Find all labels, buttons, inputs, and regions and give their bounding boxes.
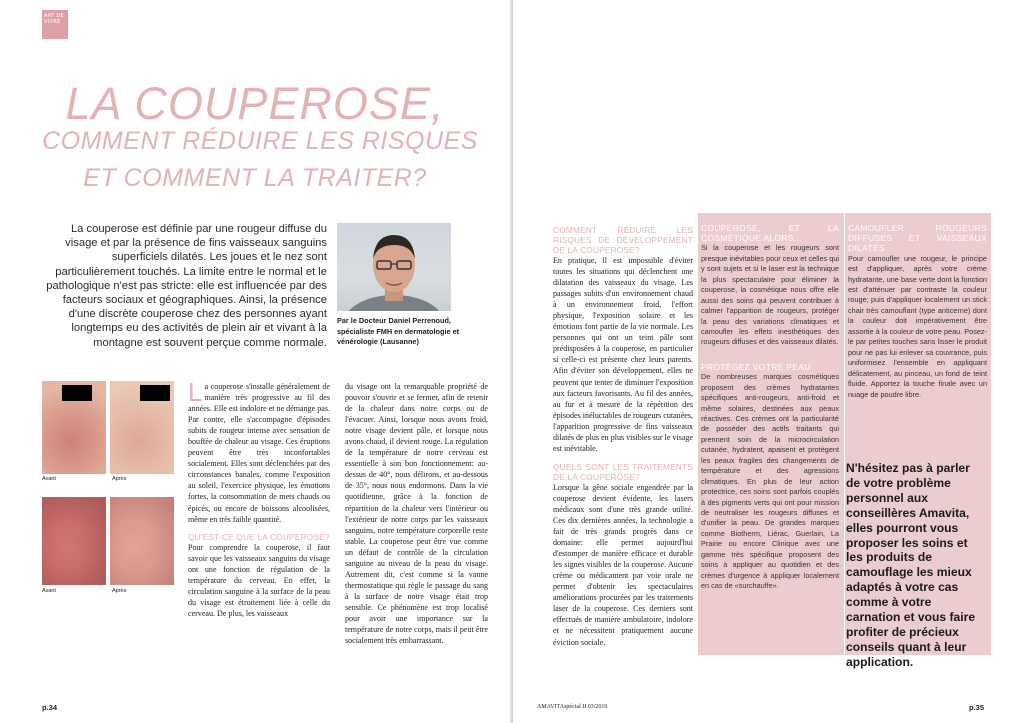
left-page [0,0,511,723]
author-portrait [337,223,451,311]
photo-before-face [42,381,106,474]
subheading-reduce-risks: COMMENT RÉDUIRE LES RISQUES DE DÉVELOPPEMENT DE LA COUPEROSE? [553,225,693,255]
sidebar-column-2 [848,223,987,400]
col1-paragraph-1: a couperose s'installe généralement de manière très progressive au fil des années. Elle est indolore et ne démange pas. Par contre, elle s'accompagne d'épisodes subits de rougeur intense avec sensation de bouffée de chaleur au visage. Ces éruptions peuvent être très inconfortables socialement. Elles sont déclenchées par des circonstances banales, comme l'exposition au soleil, l'exercice physique, les émotions fortes, la consommation de mets chauds ou épicés, ou encore de boissons alcoolisées, même en très faible quantité. [188,382,330,524]
right-page [513,0,1024,723]
photo-after-nose [110,497,174,585]
issue-footer: AMAVITAspécial II 03/2010 [537,704,608,710]
author-caption: Par le Docteur Daniel Perrenoud, spécialiste FMH en dermatologie et vénérologie (Lausanne) [337,316,460,346]
col3-paragraph-1: En pratique, il est impossible d'éviter toutes les situations qui déclenchent une dilatation des vaisseaux du visage. Les passages subits d'un environnement chaud à un environnement froid, l'effort physique, l'exposition solaire et les émotions font partie de la vie normale. Les personnes qui ont un teint pâle sont prédisposées à la couperose, en particulier si celle-ci est présente chez leurs parents. Afin d'éviter son développement, elles ne peuvent que tenter de diminuer l'exposition aux facteurs favorisants. Au fil des années, au fur et à mesure de la répétition des épisodes inéluctables de rougeurs cutanées, l'apparition progressive de fins vaisseaux dilatés de plus en plus visibles sur le visage est inévitable. [553,256,693,453]
portrait-illustration [337,223,451,311]
col1-paragraph-2: Pour comprendre la couperose, il faut savoir que les vaisseaux sanguins du visage ont une fonction de régulation de la température du cerveau. En effet, la circulation sanguine à la surface de la peau du visage est étroitement liée à celle du cerveau. De plus, les vaisseaux [188,542,330,618]
subheading-treatments: QUELS SONT LES TRAITEMENTS DE LA COUPEROSE? [553,461,693,482]
sidebar-paragraph-1: Si la couperose et les rougeurs sont presque inévitables pour ceux et celles qui y sont sujets et si le laser est la technique la plus spectaculaire pour éliminer la couperose, la cosmétique nous offre elle aussi des soins qui peuvent contribuer à calmer l'apparition de rougeurs, protéger la peau des variations climatiques et camoufler les effets inesthétiques des rougeurs diffuses et des vaisseaux dilatés. [701,243,839,347]
intro-paragraph: La couperose est définie par une rougeur diffuse du visage et par la présence de fins vaisseaux sanguins superficiels dilatés. Les joues et le nez sont particulièrement touchés. La limite entre le normal et le pathologique n'est pas stricte: elle est influencée par des facteurs sociaux et géographiques. Ainsi, la présence d'une discrète couperose chez des personnes ayant longtemps eu des activités de plein air et vivant à la montagne est souvent perçue comme normale. [46,223,327,349]
title-line-1: LA COUPEROSE, [65,78,445,129]
text-column-2 [345,381,488,646]
sidebar-paragraph-3: Pour camoufler une rougeur, le principe est d'appliquer, après votre crème hydratante, une base verte dont la fonction est d'atténuer par contraste la couleur rouge; puis d'appliquer localement un stick chair très camouflant (type anticerne) dont la couleur doit impérativement être assortie à la couleur de votre peau. Posez-le par petites touches sans lisser le produit pour ne pas lui enlever sa couvrance, puis uniformisez l'ensemble en appliquant délicatement, au pinceau, un fond de teint fluide. Apportez la touche finale avec un nuage de poudre libre. [848,253,987,399]
dropcap: L [188,377,203,407]
label-before-2: Avant [42,588,56,594]
text-column-1 [188,377,330,619]
label-before-1: Avant [42,476,56,482]
amavita-callout: N'hésitez pas à parler de votre problème personnel aux conseillères Amavita, elles pourront vous proposer les soins et les produits de camouflage les mieux adaptés à votre cas comme à votre carnation et vous faire profiter de précieux conseils quant à leur application. [846,461,976,669]
section-rubric: ART DE VIVRE [42,10,68,39]
sidebar-heading-camouflage: CAMOUFLER ROUGEURS DIFFUSES ET VAISSEAUX DILATÉS [848,223,987,254]
photo-before-nose [42,497,106,585]
title-line-2: COMMENT RÉDUIRE LES RISQUES [42,127,478,155]
text-column-3 [553,225,693,648]
sidebar-heading-protect: PROTÉGEZ VOTRE PEAU [701,361,811,372]
sidebar-heading-cosmetics: COUPEROSE, ET LA COSMÉTIQUE ALORS... [701,223,839,244]
label-after-2: Après [112,588,127,594]
subheading-what-is: QU'EST-CE QUE LA COUPEROSE? [188,531,330,542]
title-line-3: ET COMMENT LA TRAITER? [83,164,427,192]
sidebar-divider [844,213,845,655]
label-after-1: Après [112,476,127,482]
sidebar-paragraph-2: De nombreuses marques cosmétiques proposent des crèmes hydratantes spécifiques anti-rougeurs, anti-froid et même solaires, destinées aux peaux réactives. Ces crèmes ont la particularité de posséder des actifs traitants qui prennent soin de la microcirculation cutanée, hydratent, apaisent et protègent les peaux fragiles des changements de température et des agressions climatiques. En plus de leur action protectrice, ces soins sont parfois couplés à des pigments verts qui ont pour mission de neutraliser les rougeurs diffuses et d'unifier la peau. De grandes marques comme Biotherm, Liérac, Guerlain, La Prairie ou encore Clinique avec une gamme très spécifique proposent des soins à appliquer au quotidien et des crèmes d'urgence à appliquer localement en cas de «surchauffe». [701,372,839,591]
page-number-right: p.35 [969,703,985,712]
photo-after-face [110,381,174,474]
col3-paragraph-2: Lorsque la gêne sociale engendrée par la couperose devient évidente, les lasers médicaux sont d'une très grande utilité. Ces dix dernières années, la technologie a fait de très grands progrès dans ce domaine: elle permet aujourd'hui d'estomper de manière efficace et durable les signes visibles de la couperose. Aucune crème ou médicament par voie orale ne permet d'obtenir les spectaculaires améliorations procurées par les traitements laser de la couperose. Ces derniers sont effectués de manière ambulatoire, indolore et ne nécessitent pratiquement aucune éviction sociale. [553,482,693,647]
page-number-left: p.34 [42,703,58,712]
col2-paragraph-1: du visage ont la remarquable propriété de pouvoir s'ouvrir et se fermer, afin de retenir de la chaleur dans notre corps ou de l'évacuer. Ainsi, lorsque nous avons froid, notre visage devient pâle, et lorsque nous avons chaud, il devient rouge. La régulation de la température de notre cerveau est essentielle à son bon fonctionnement: au-dessus de 40°, nous délirons, et au-dessous de 35°, nous nous endormons. Dans la vie quotidienne, grâce à la fonction de répartition de la chaleur vers l'intérieur ou l'extérieur de notre corps par les vaisseaux sanguins, notre température corporelle reste stable. La couperose peut être vue comme un défaut de contrôle de la circulation sanguine au niveau de la peau du visage. Autrement dit, c'est comme si la vanne thermostatique qui règle le passage du sang à la surface de notre visage était trop sensible. Ce phénomène est trop localisé pour avoir une importance sur la température de notre corps, mais il peut être socialement très embarrassant. [345,382,488,646]
sidebar-column-1 [701,223,839,592]
